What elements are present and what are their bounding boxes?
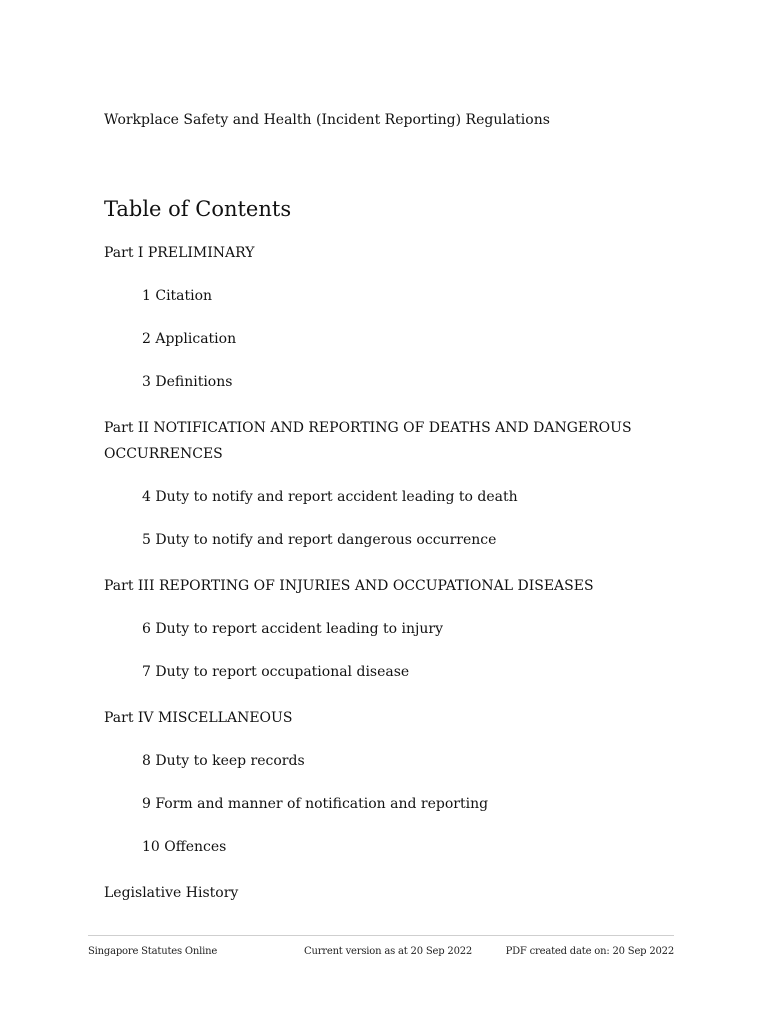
toc-section-1[interactable]: 1 Citation [142, 288, 213, 304]
toc-section-10[interactable]: 10 Offences [142, 839, 227, 855]
toc-section-7[interactable]: 7 Duty to report occupational disease [142, 664, 410, 680]
footer-version: Current version as at 20 Sep 2022 [304, 946, 473, 957]
table-of-contents [104, 199, 684, 906]
toc-section-5[interactable]: 5 Duty to notify and report dangerous occurrence [142, 532, 497, 548]
footer-created-date: PDF created date on: 20 Sep 2022 [505, 946, 674, 957]
document-title: Workplace Safety and Health (Incident Reporting) Regulations [104, 112, 550, 128]
toc-part-3[interactable]: Part III REPORTING OF INJURIES AND OCCUPATIONAL DISEASES [104, 578, 594, 594]
toc-section-6[interactable]: 6 Duty to report accident leading to injury [142, 621, 444, 637]
toc-part-4[interactable]: Part IV MISCELLANEOUS [104, 710, 293, 726]
toc-section-4[interactable]: 4 Duty to notify and report accident leading to death [142, 489, 518, 505]
toc-legislative-history[interactable]: Legislative History [104, 885, 239, 901]
toc-part-2[interactable]: Part II NOTIFICATION AND REPORTING OF DEATHS AND DANGEROUS OCCURRENCES [104, 420, 632, 462]
footer-source: Singapore Statutes Online [88, 946, 218, 957]
toc-heading: Table of Contents [104, 197, 292, 221]
toc-section-2[interactable]: 2 Application [142, 331, 237, 347]
toc-section-3[interactable]: 3 Definitions [142, 374, 233, 390]
toc-section-8[interactable]: 8 Duty to keep records [142, 753, 305, 769]
toc-section-9[interactable]: 9 Form and manner of notification and reporting [142, 796, 489, 812]
page-footer [88, 935, 674, 957]
toc-part-1[interactable]: Part I PRELIMINARY [104, 245, 255, 261]
